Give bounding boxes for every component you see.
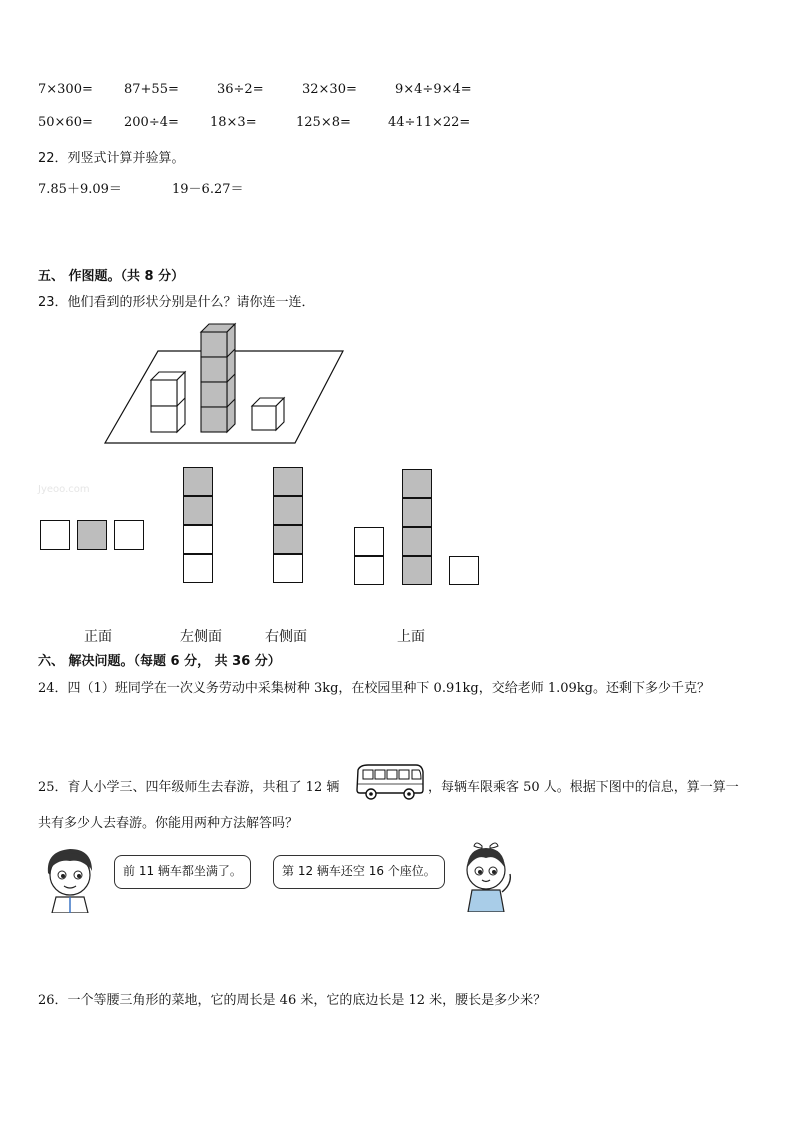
view-label-front[interactable]: 正面 [84, 629, 112, 645]
calc-item: 125×8= [296, 115, 351, 130]
question-22-item: 7.85＋9.09＝ [38, 182, 122, 197]
view-square [183, 525, 213, 554]
single-cube [252, 398, 284, 430]
bus-icon [354, 762, 426, 802]
calc-item: 200÷4= [124, 115, 179, 130]
view-square [114, 520, 144, 550]
question-22-item: 19－6.27＝ [172, 182, 244, 197]
view-square [273, 496, 303, 525]
question-24-text: 24．四（1）班同学在一次义务劳动中采集树种 3kg，在校园里种下 0.91kg，交给老师 1.09kg。还剩下多少千克？ [38, 681, 710, 696]
watermark: Jyeoo.com [38, 484, 90, 495]
view-label-top[interactable]: 上面 [397, 629, 425, 645]
view-square [402, 556, 432, 585]
question-25-text-before: 25．育人小学三、四年级师生去春游，共租了 12 辆 [38, 780, 340, 795]
view-square [273, 554, 303, 583]
view-square [183, 496, 213, 525]
left-cube-stack [151, 372, 185, 432]
question-25-text-line2: 共有多少人去春游。你能用两种方法解答吗？ [38, 816, 299, 831]
view-square [402, 498, 432, 527]
view-square [449, 556, 479, 585]
calc-item: 87+55= [124, 82, 179, 97]
calc-item: 9×4÷9×4= [395, 82, 472, 97]
calc-item: 44÷11×22= [388, 115, 471, 130]
question-26-text: 26．一个等腰三角形的菜地，它的周长是 46 米，它的底边长是 12 米，腰长是多少米？ [38, 993, 547, 1008]
view-square [183, 467, 213, 496]
cube-arrangement-figure [100, 318, 350, 448]
question-25-text-after: ，每辆车限乘客 50 人。根据下图中的信息，算一算一 [428, 780, 739, 795]
tall-cube-stack [201, 324, 235, 432]
view-label-left[interactable]: 左侧面 [180, 629, 222, 645]
section-6-title: 六、 解决问题。（每题 6 分， 共 36 分） [38, 654, 281, 669]
boy-illustration [40, 843, 110, 913]
view-square [40, 520, 70, 550]
calc-item: 18×3= [210, 115, 257, 130]
calc-item: 7×300= [38, 82, 93, 97]
girl-illustration [456, 840, 522, 912]
view-square [77, 520, 107, 550]
view-label-right[interactable]: 右侧面 [265, 629, 307, 645]
question-23-title: 23．他们看到的形状分别是什么？请你连一连． [38, 295, 315, 310]
view-square [354, 527, 384, 556]
section-5-title: 五、 作图题。（共 8 分） [38, 269, 185, 284]
speech-bubble-left: 前 11 辆车都坐满了。 [114, 855, 251, 889]
view-square [354, 556, 384, 585]
view-square [402, 469, 432, 498]
view-square [402, 527, 432, 556]
speech-bubble-right: 第 12 辆车还空 16 个座位。 [273, 855, 445, 889]
view-square [273, 467, 303, 496]
question-22-title: 22．列竖式计算并验算。 [38, 151, 185, 166]
calc-item: 32×30= [302, 82, 357, 97]
calc-item: 50×60= [38, 115, 93, 130]
view-square [183, 554, 213, 583]
view-square [273, 525, 303, 554]
calc-item: 36÷2= [217, 82, 264, 97]
